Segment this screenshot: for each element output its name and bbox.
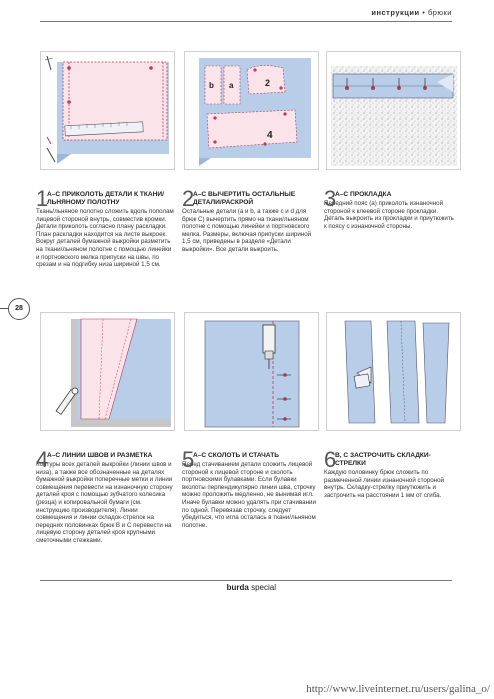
piece-2-label: 2	[265, 78, 271, 88]
step-4	[36, 447, 174, 545]
step-6	[324, 447, 458, 499]
step-4-title: А–С ЛИНИИ ШВОВ И РАЗМЕТКА	[47, 452, 153, 459]
step-6-title: В, С ЗАСТРОЧИТЬ СКЛАДКИ-СТРЕЛКИ	[335, 452, 431, 467]
step-5-diagram	[185, 313, 318, 430]
footer-brand	[227, 583, 276, 592]
step-1-diagram	[41, 52, 174, 169]
step-2-text: Остальные детали (а и b, а также c и d для брюк С) вычертить прямо на ткани/льняном полотне с помощью линейки и портновского мелка. Размеры, включая припуски шириной 1,5 см, приведены в разделе «Детали выкройки». Все детали выкроить.	[182, 208, 312, 253]
footer-rule	[40, 580, 452, 581]
step-3-diagram	[327, 52, 460, 169]
step-1-text: Ткань/льняное полотно сложить вдоль пополам лицевой стороной внутрь, совместив кромки. Детали приколоть согласно плану раскладки. План раскладки находится на листе выкроек. Вокруг деталей бумажной выкройки разметить на ткани/льняном полотне с помощью линейки и портновского мелка припуски на швы, по срезам и на подгибку низа шириной 1,5 см.	[36, 208, 174, 269]
step-5-number: 5	[182, 447, 195, 472]
step-2	[182, 186, 318, 254]
brand-edition: special	[251, 583, 276, 592]
step-1-number: 1	[36, 186, 49, 211]
illustration-step-1	[40, 51, 175, 170]
section-title	[371, 8, 452, 17]
step-6-number: 6	[324, 447, 337, 472]
illustration-step-6	[326, 312, 461, 431]
page-number-line	[0, 308, 8, 309]
piece-a-label: a	[229, 81, 234, 90]
step-6-diagram	[327, 313, 460, 430]
step-3-title: А–С ПРОКЛАДКА	[335, 191, 392, 198]
step-2-number: 2	[182, 186, 195, 211]
step-3	[324, 186, 458, 230]
brand-name: burda	[226, 583, 249, 592]
page-header	[40, 8, 452, 20]
illustration-step-5	[184, 312, 319, 431]
step-4-number: 4	[36, 447, 49, 472]
step-5	[182, 447, 318, 529]
step-3-text: Передний пояс (а) приколоть изнаночной стороной к клеевой стороне прокладки. Деталь выкроить из прокладки и приутюжить к поясу с изнаночной стороны.	[324, 200, 454, 230]
step-3-number: 3	[324, 186, 337, 211]
step-6-text: Каждую половинку брюк сложить по размеченной линии изнаночной стороной внутрь. Складку-стрелку приутюжить и застрочить на расстоянии 1 мм от сгиба.	[324, 469, 444, 499]
separator: •	[422, 8, 426, 17]
step-1-title: А–С ПРИКОЛОТЬ ДЕТАЛИ К ТКАНИ/ЛЬНЯНОМУ ПОЛОТНУ	[47, 191, 164, 206]
page-number: 28	[8, 298, 30, 320]
watermark-url: http://www.liveinternet.ru/users/galina_o/	[306, 683, 490, 695]
step-1	[36, 186, 174, 269]
header-rule	[40, 21, 452, 22]
step-4-diagram	[41, 313, 174, 430]
step-2-title: А–С ВЫЧЕРТИТЬ ОСТАЛЬНЫЕ ДЕТАЛИ/РАСКРОЙ	[193, 191, 296, 206]
illustration-step-3	[326, 51, 461, 170]
step-5-title: А–С СКОЛОТЬ И СТАЧАТЬ	[193, 452, 280, 459]
step-4-text: Контуры всех деталей выкройки (линии швов и низа), а также все обозначенные на деталях бумажной выкройки поперечные метки и линии совмещения перевести на изнаночную сторону деталей кроя с помощью зубчатого колесика (резца) и копировальной бумаги (см. инструкцию производителя). Линии совмещения и линии складок-стрелок на передних половинках брюк В и С перевести на лицевую сторону деталей кроя крупными сметочными стежками.	[36, 461, 173, 544]
illustration-step-4	[40, 312, 175, 431]
topic-label: брюки	[427, 8, 452, 17]
step-5-text: Перед стачиванием детали сложить лицевой стороной к лицевой стороне и сколоть портновскими булавками. Если булавки вколоты перпендикулярно линии шва, строчку можно проложить медленно, не вынимая игл. Иначе булавки можно удалять при стачивании по одной. Перевязав строчку, следует убедиться, что игла осталась в ткани/льняном полотне.	[182, 461, 316, 529]
step-2-diagram	[185, 52, 318, 169]
illustration-step-2	[184, 51, 319, 170]
piece-4-label: 4	[267, 130, 273, 141]
section-label: инструкции	[371, 8, 420, 17]
piece-b-label: b	[209, 81, 214, 90]
